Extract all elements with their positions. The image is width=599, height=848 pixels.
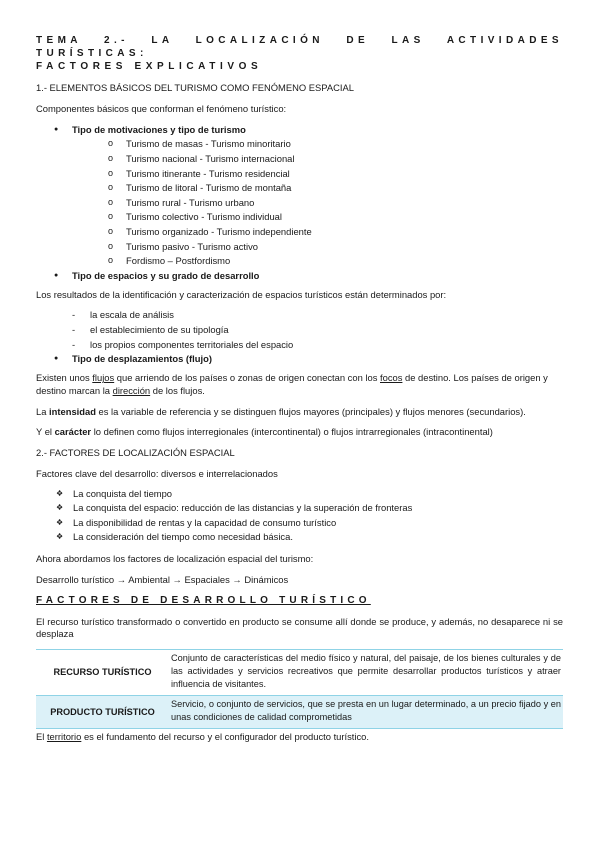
text: Y el bbox=[36, 426, 55, 438]
table-row bbox=[36, 696, 563, 729]
list-item: ❖ La conquista del tiempo bbox=[56, 487, 563, 502]
table-row bbox=[36, 650, 563, 696]
term-intensidad: intensidad bbox=[49, 405, 96, 417]
list-item: - los propios componentes territoriales del espacio bbox=[72, 337, 563, 352]
flows-paragraph-3 bbox=[36, 426, 563, 439]
definition-recurso: Conjunto de características del medio físico y natural, del paisaje, de los bienes culturales y de las actividades y servicios recreativos que permite desarrollar productos turísticos y atraer influencia de visitantes. bbox=[169, 650, 563, 696]
list-item: o Turismo colectivo - Turismo individual bbox=[108, 210, 563, 225]
term-focos: focos bbox=[380, 372, 403, 384]
term-producto: PRODUCTO TURÍSTICO bbox=[36, 696, 169, 729]
bullet-motivations bbox=[54, 123, 563, 268]
list-item: o Fordismo – Postfordismo bbox=[108, 254, 563, 269]
term-caracter: carácter bbox=[54, 426, 92, 438]
components-list bbox=[54, 123, 563, 282]
list-item: - la escala de análisis bbox=[72, 307, 563, 322]
section-1-heading: 1.- ELEMENTOS BÁSICOS DEL TURISMO COMO FENÓMENO ESPACIAL bbox=[36, 82, 354, 93]
definitions-table bbox=[36, 649, 563, 729]
bullet-spaces-label: Tipo de espacios y su grado de desarrollo bbox=[72, 269, 260, 281]
bullet-flows bbox=[54, 352, 563, 366]
list-item: o Turismo de masas - Turismo minoritario bbox=[108, 137, 563, 152]
text: es la variable de referencia y se distinguen flujos mayores (principales) y flujos menores (secundarios). bbox=[95, 405, 526, 417]
text: El bbox=[36, 731, 47, 743]
tourism-types-list bbox=[108, 137, 563, 268]
text: Existen unos bbox=[36, 372, 93, 384]
page-title bbox=[36, 34, 563, 73]
text: lo definen como flujos interregionales (intercontinental) o flujos intrarregionales (intracontinental) bbox=[91, 426, 493, 438]
list-item: ❖ La conquista del espacio: reducción de las distancias y la superación de fronteras bbox=[56, 501, 563, 516]
list-item: ❖ La consideración del tiempo como necesidad básica. bbox=[56, 530, 563, 545]
text: es el fundamento del recurso y el configurador del producto turístico. bbox=[81, 731, 370, 743]
spaces-determinants-list bbox=[72, 307, 563, 352]
list-item: o Turismo pasivo - Turismo activo bbox=[108, 240, 563, 255]
bullet-motivations-label: Tipo de motivaciones y tipo de turismo bbox=[72, 124, 246, 136]
section-3-heading: FACTORES DE DESARROLLO TURÍSTICO bbox=[36, 595, 371, 607]
text: La bbox=[36, 405, 50, 417]
text: que arriendo de los países o zonas de origen conectan con los bbox=[114, 372, 380, 384]
section-3-text: El recurso turístico transformado o convertido en producto se consume allí donde se produce, y además, no desaparece ni se desplaza bbox=[36, 615, 563, 640]
flows-paragraph-2 bbox=[36, 406, 563, 419]
spaces-text: Los resultados de la identificación y caracterización de espacios turísticos están determinados por: bbox=[36, 288, 447, 300]
bullet-flows-label: Tipo de desplazamientos (flujo) bbox=[72, 353, 212, 365]
list-item: o Turismo itinerante - Turismo residencial bbox=[108, 167, 563, 182]
flows-paragraph-1 bbox=[36, 372, 563, 397]
components-list-cont bbox=[54, 352, 563, 366]
section-2-heading: 2.- FACTORES DE LOCALIZACIÓN ESPACIAL bbox=[36, 447, 235, 459]
term-flujos: flujos bbox=[92, 372, 115, 384]
title-line-2: FACTORES EXPLICATIVOS bbox=[36, 61, 263, 72]
term-direccion: dirección bbox=[112, 385, 151, 397]
section-1-intro: Componentes básicos que conforman el fenómeno turístico: bbox=[36, 102, 287, 114]
list-item: o Turismo rural - Turismo urbano bbox=[108, 196, 563, 211]
bullet-spaces bbox=[54, 269, 563, 283]
title-line-1: TEMA 2.- LA LOCALIZACIÓN DE LAS ACTIVIDADES TURÍSTICAS: bbox=[36, 35, 563, 59]
definition-producto: Servicio, o conjunto de servicios, que se presta en un lugar determinado, a un precio fijado y en unas condiciones de calidad comprometidas bbox=[169, 696, 563, 729]
section-2-intro: Factores clave del desarrollo: diversos e interrelacionados bbox=[36, 467, 278, 479]
text: de destino. Los países de origen y destino marcan la bbox=[36, 372, 548, 397]
list-item: o Turismo nacional - Turismo internacional bbox=[108, 152, 563, 167]
term-territorio: territorio bbox=[46, 731, 82, 743]
section-2-text-1: Ahora abordamos los factores de localización espacial del turismo: bbox=[36, 552, 314, 564]
term-recurso: RECURSO TURÍSTICO bbox=[36, 650, 169, 696]
section-2-text-2: Desarrollo turístico → Ambiental → Espaciales → Dinámicos bbox=[36, 573, 289, 585]
key-factors-list bbox=[56, 487, 563, 545]
text: de los flujos. bbox=[150, 385, 205, 397]
list-item: o Turismo organizado - Turismo independiente bbox=[108, 225, 563, 240]
list-item: - el establecimiento de su tipología bbox=[72, 322, 563, 337]
list-item: ❖ La disponibilidad de rentas y la capacidad de consumo turístico bbox=[56, 516, 563, 531]
list-item: o Turismo de litoral - Turismo de montaña bbox=[108, 181, 563, 196]
final-paragraph bbox=[36, 731, 563, 744]
